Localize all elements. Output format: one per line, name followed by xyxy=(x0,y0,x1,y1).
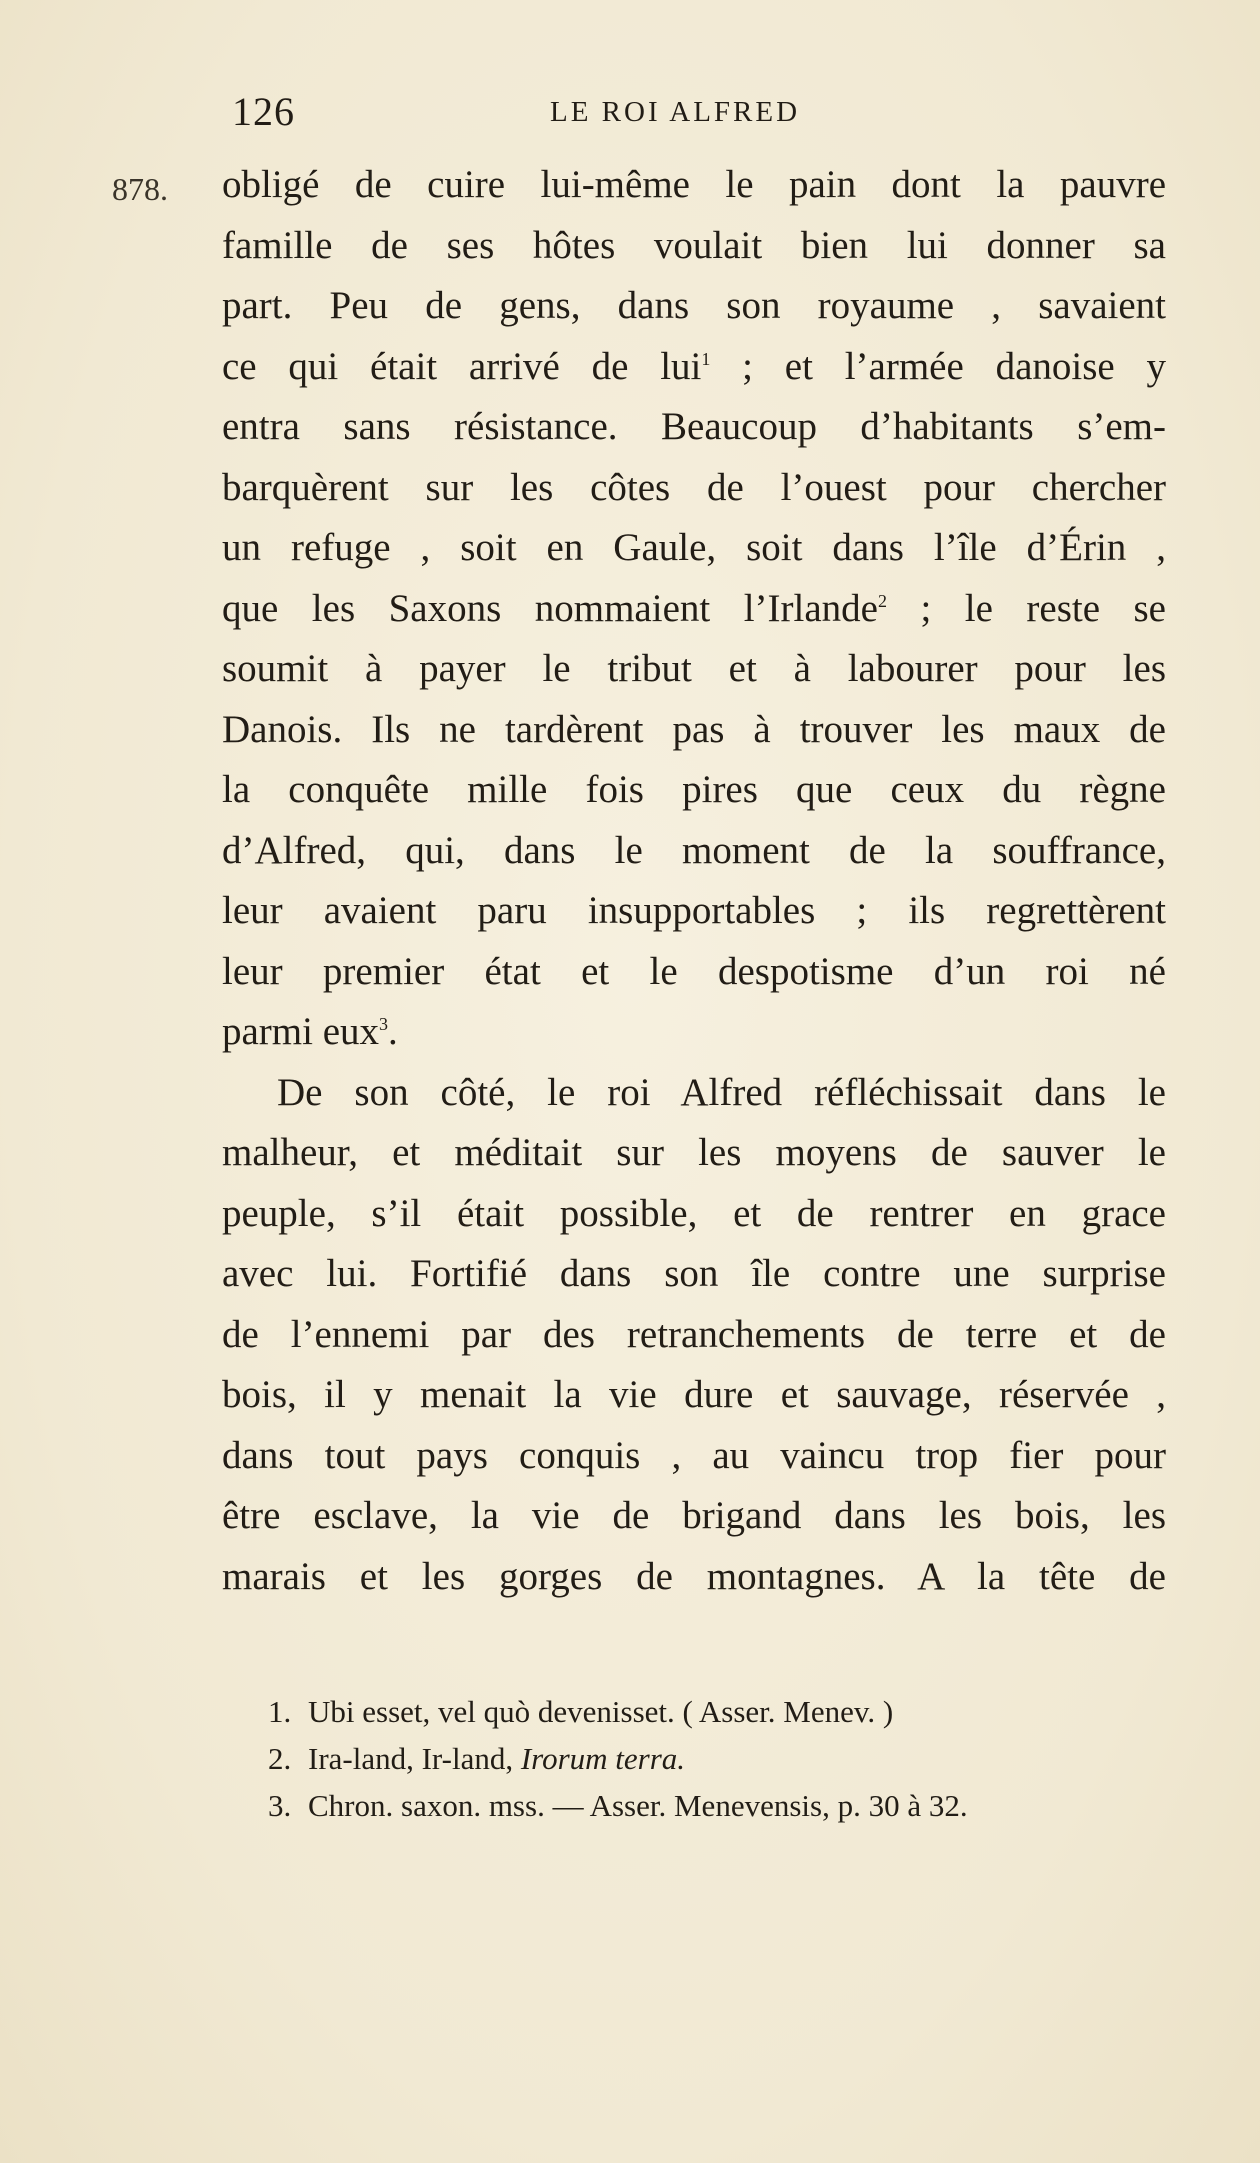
text-line: être esclave, la vie de brigand dans les bois, les xyxy=(222,1494,1166,1537)
text-segment: ; et l’armée danoise y xyxy=(710,344,1166,388)
footnote-number: 1. xyxy=(268,1694,292,1729)
footnote-number: 2. xyxy=(268,1741,292,1776)
text-line: d’Alfred, qui, dans le moment de la souffrance, xyxy=(222,828,1166,872)
text-line-with-note xyxy=(222,337,1166,398)
footnote-marker: 1 xyxy=(701,348,711,369)
text-line: entra sans résistance. Beaucoup d’habitants s’em- xyxy=(222,405,1166,448)
footnote-number: 3. xyxy=(268,1788,292,1823)
text-segment: que les Saxons nommaient l’Irlande xyxy=(222,586,878,630)
text-segment: ; le reste se xyxy=(886,586,1166,630)
page-number: 126 xyxy=(232,89,295,134)
text-line: part. Peu de gens, dans son royaume , savaient xyxy=(222,284,1166,327)
text-line: De son côté, le roi Alfred réfléchissait dans le xyxy=(277,1070,1166,1114)
text-line: dans tout pays conquis , au vaincu trop fier pour xyxy=(222,1433,1166,1477)
text-line: obligé de cuire lui-même le pain dont la pauvre xyxy=(222,163,1166,206)
footnote-italic-text: Irorum terra. xyxy=(520,1741,686,1776)
text-segment: parmi eux xyxy=(222,1010,380,1053)
text-line: barquèrent sur les côtes de l’ouest pour chercher xyxy=(222,465,1166,509)
text-line: de l’ennemi par des retranchements de terre et de xyxy=(222,1312,1166,1356)
footnote xyxy=(268,1782,1168,1829)
text-line: la conquête mille fois pires que ceux du règne xyxy=(222,768,1166,811)
text-segment: ce qui était arrivé de lui xyxy=(222,344,702,388)
running-head xyxy=(220,88,1170,136)
text-line: un refuge , soit en Gaule, soit dans l’île d’Érin , xyxy=(222,526,1166,569)
text-line: avec lui. Fortifié dans son île contre une surprise xyxy=(222,1252,1166,1295)
footnotes xyxy=(268,1688,1168,1829)
body-text xyxy=(222,155,1166,1607)
text-line: Danois. Ils ne tardèrent pas à trouver les maux de xyxy=(222,707,1166,751)
footnote xyxy=(268,1735,1168,1782)
footnote xyxy=(268,1688,1168,1735)
text-line: marais et les gorges de montagnes. A la tête de xyxy=(222,1554,1166,1598)
footnote-text: Ubi esset, vel quò devenisset. ( Asser. Menev. ) xyxy=(308,1694,894,1729)
text-line-with-note xyxy=(222,579,1166,640)
footnote-text: Chron. saxon. mss. — Asser. Menevensis, p. 30 à 32. xyxy=(308,1788,968,1823)
text-segment: . xyxy=(388,1010,398,1053)
margin-date: 878. xyxy=(112,171,168,207)
text-line: leur premier état et le despotisme d’un roi né xyxy=(222,949,1166,993)
footnote-marker: 2 xyxy=(877,590,887,611)
footnote-text: Ira-land, Ir-land, xyxy=(308,1741,521,1776)
text-line: leur avaient paru insupportables ; ils regrettèrent xyxy=(222,889,1166,932)
text-line-with-note xyxy=(222,1002,1166,1063)
text-line: famille de ses hôtes voulait bien lui donner sa xyxy=(222,223,1166,267)
text-line: peuple, s’il était possible, et de rentrer en grace xyxy=(222,1191,1166,1235)
running-title: LE ROI ALFRED xyxy=(550,96,801,128)
text-line: bois, il y menait la vie dure et sauvage, réservée , xyxy=(222,1373,1166,1416)
text-line: soumit à payer le tribut et à labourer pour les xyxy=(222,647,1166,690)
text-line: malheur, et méditait sur les moyens de sauver le xyxy=(222,1131,1166,1174)
footnote-marker: 3 xyxy=(379,1014,389,1034)
